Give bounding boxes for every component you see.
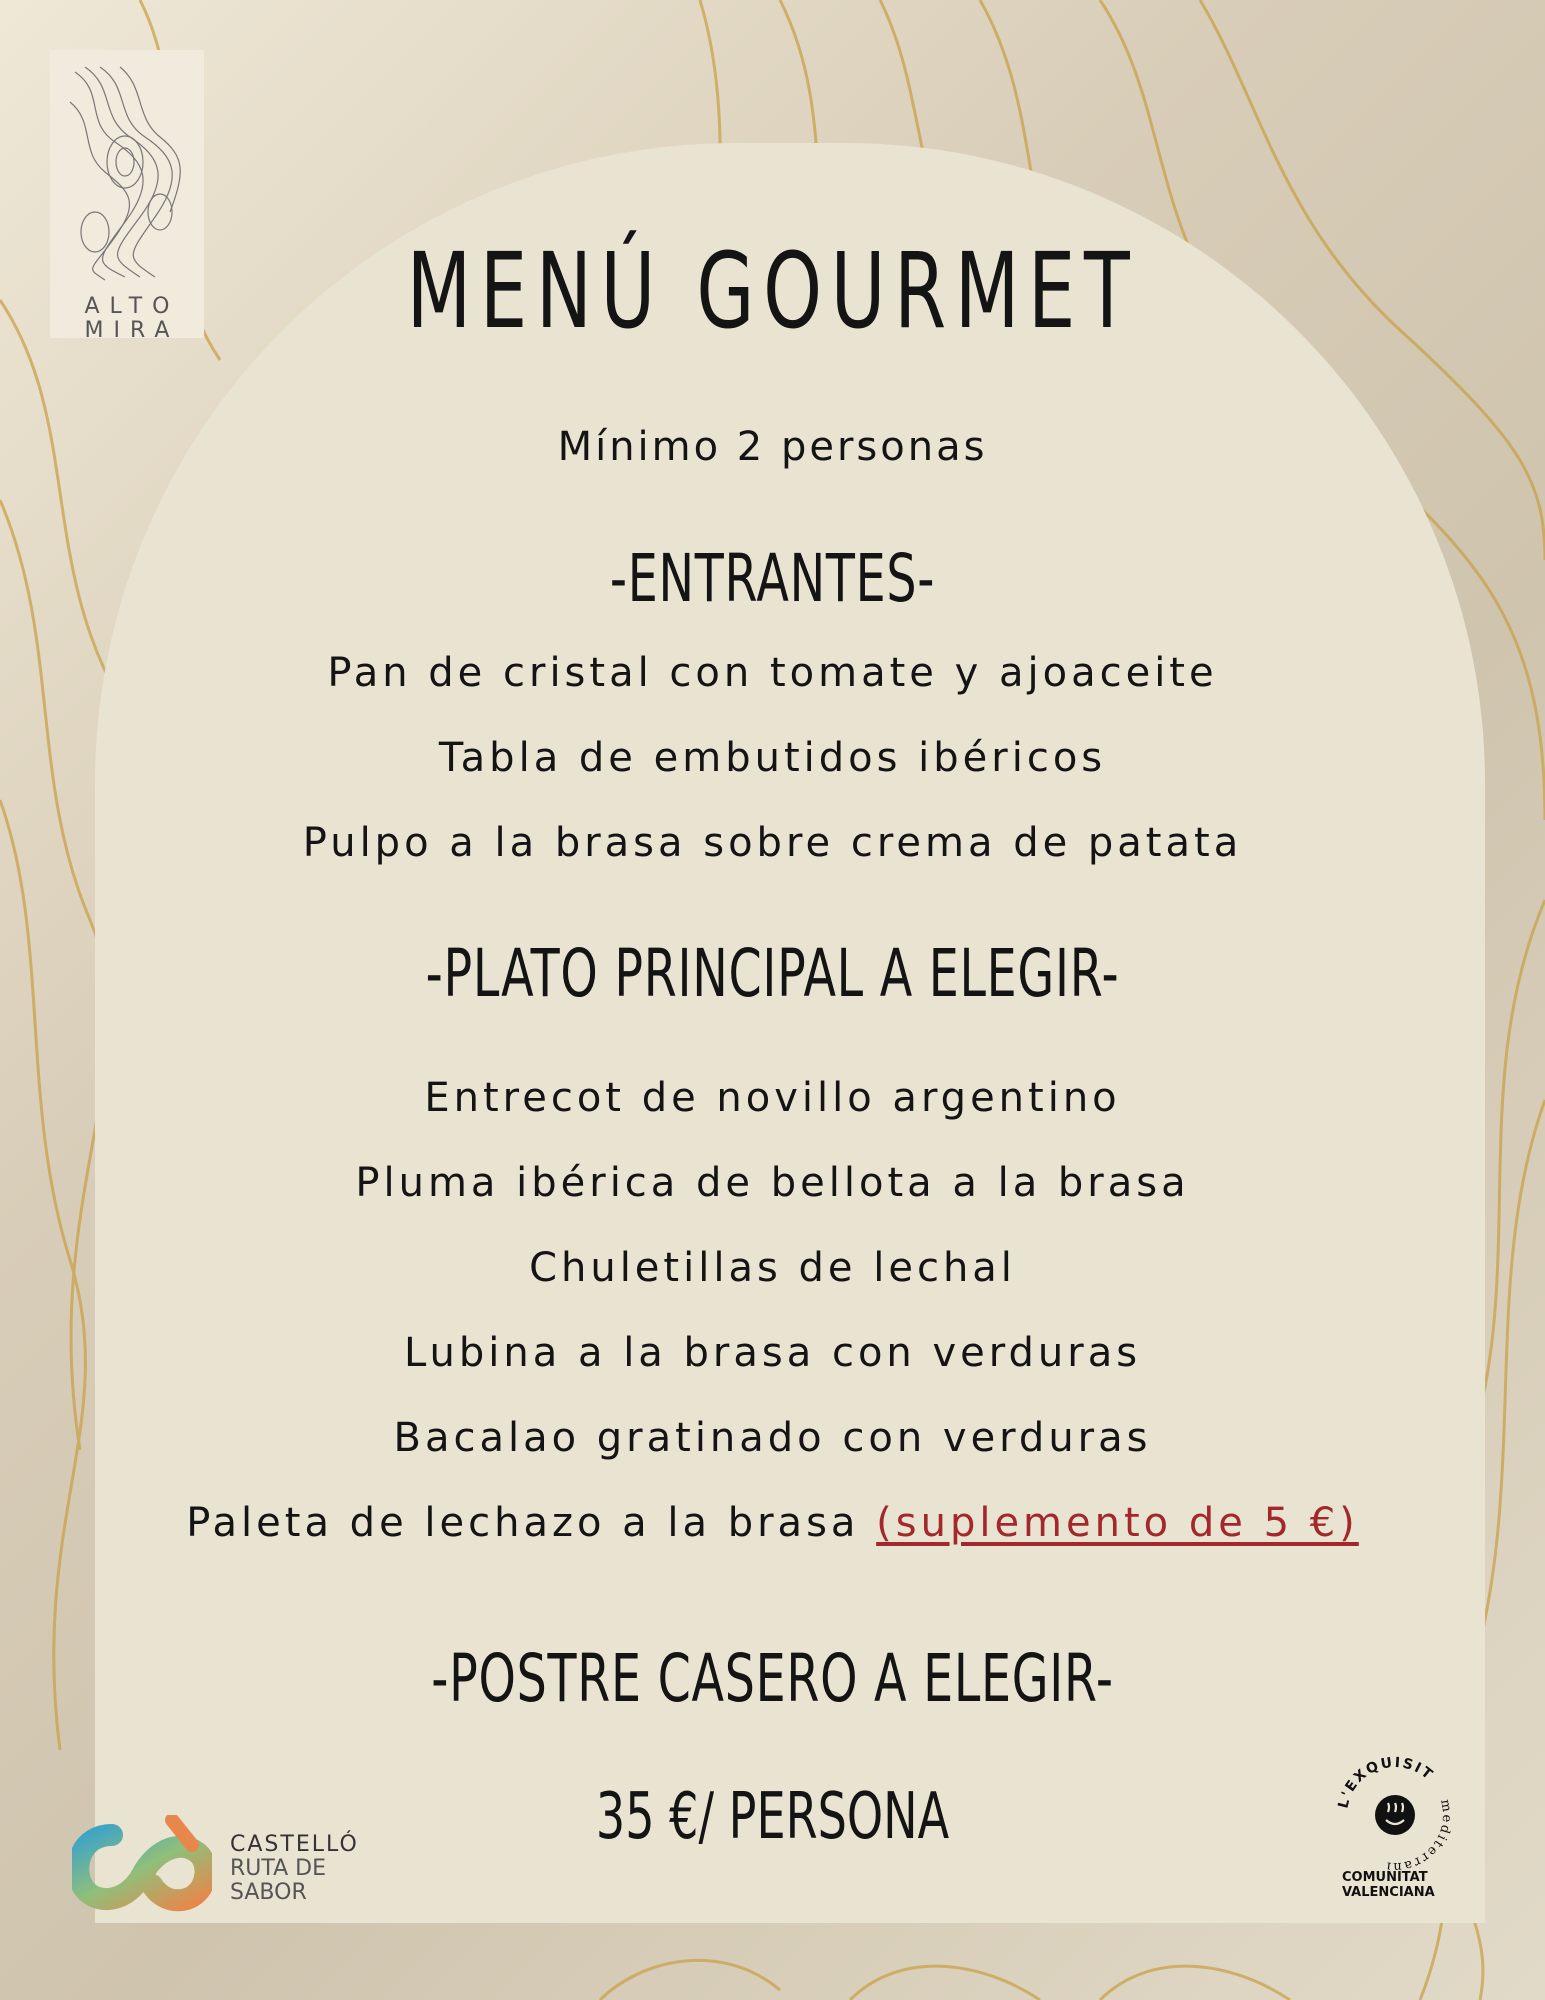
menu-item: Pulpo a la brasa sobre crema de patata: [302, 820, 1243, 866]
section-heading-principal: -PLATO PRINCIPAL A ELEGIR-: [425, 935, 1120, 1012]
section-heading-entrantes: -ENTRANTES-: [609, 540, 936, 617]
castello-text: [230, 1833, 359, 1905]
lexquisit-mediterrani-seal: [1330, 1750, 1460, 1880]
seal-ring-right: mediterrani: [1383, 1798, 1455, 1875]
menu-item: Bacalao gratinado con verduras: [393, 1415, 1152, 1461]
menu-subtitle: Mínimo 2 personas: [557, 424, 988, 470]
castello-line3: SABOR: [230, 1880, 307, 1905]
menu-price: 35 €/ PERSONA: [595, 1780, 950, 1854]
supplement-note: (suplemento de 5 €): [876, 1500, 1359, 1546]
menu-item-with-supplement: [0, 1500, 1545, 1546]
castello-line1: CASTELLÓ: [230, 1832, 359, 1857]
menu-item: Lubina a la brasa con verduras: [403, 1330, 1142, 1376]
infinity-drop-icon: [72, 1815, 212, 1915]
altomira-logo: [50, 50, 204, 343]
menu-item-label: Paleta de lechazo a la brasa: [186, 1500, 860, 1546]
menu-item: Tabla de embutidos ibéricos: [438, 735, 1107, 781]
logo-text-alto: ALTO: [84, 294, 180, 319]
menu-item: Pan de cristal con tomate y ajoaceite: [327, 650, 1218, 696]
castello-line2: RUTA DE: [230, 1856, 327, 1881]
menu-item: Chuletillas de lechal: [529, 1245, 1016, 1291]
comunitat-valenciana-logo: [1342, 1870, 1435, 1900]
menu-title: MENÚ GOURMET: [406, 230, 1139, 352]
menu-item: Pluma ibérica de bellota a la brasa: [355, 1160, 1190, 1206]
comunitat-line2: VALENCIANA: [1342, 1885, 1435, 1900]
topographic-lines-icon: [65, 62, 189, 282]
section-heading-postre: -POSTRE CASERO A ELEGIR-: [431, 1640, 1114, 1717]
castello-ruta-de-sabor-logo: [72, 1815, 392, 1915]
exquisit-seal-icon: [1330, 1750, 1460, 1880]
comunitat-line1: COMUNITAT: [1342, 1870, 1428, 1885]
menu-item: Entrecot de novillo argentino: [424, 1075, 1121, 1121]
logo-text-mira: MIRA: [84, 318, 180, 343]
seal-ring-left: L'EXQUISIT: [1335, 1754, 1437, 1810]
